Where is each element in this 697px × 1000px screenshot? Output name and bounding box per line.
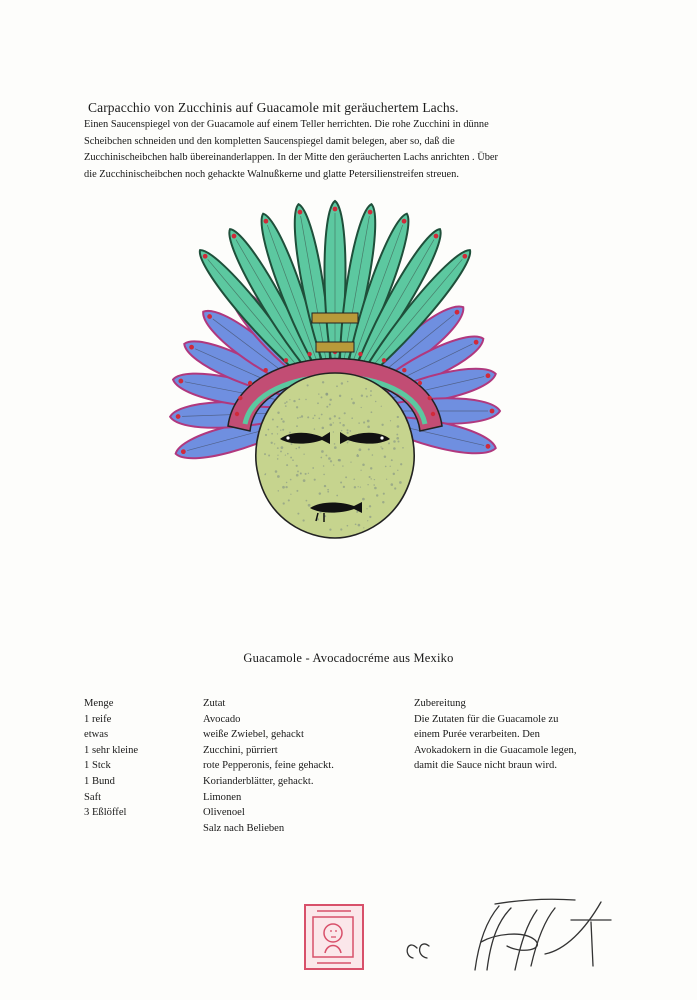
face-speckle-dot <box>285 486 287 488</box>
zubereitung-line: damit die Sauce nicht braun wird. <box>414 760 557 772</box>
menge-cell: 3 Eßlöffel <box>84 807 127 819</box>
face-speckle-dot <box>283 502 285 504</box>
face-speckle-dot <box>356 511 358 513</box>
zubereitung-line: einem Purée verarbeiten. Den <box>414 729 540 741</box>
face-speckle-dot <box>370 390 372 392</box>
face-speckle-dot <box>402 447 404 449</box>
band-dot <box>431 412 435 416</box>
face-speckle-dot <box>330 460 332 462</box>
zutat-column <box>203 696 403 836</box>
face-speckle-dot <box>363 421 365 423</box>
face-speckle-dot <box>320 457 322 459</box>
face-speckle-dot <box>312 417 314 419</box>
face-speckle-dot <box>265 473 266 474</box>
face-speckle-dot <box>321 450 324 453</box>
menge-cell: 1 Stck <box>84 760 111 772</box>
face-speckle-dot <box>324 485 326 487</box>
face-speckle-dot <box>370 467 372 469</box>
face-speckle-dot <box>336 495 338 497</box>
face-speckle-dot <box>358 422 359 423</box>
face-speckle-dot <box>285 454 286 455</box>
face-speckle-dot <box>393 473 395 475</box>
face-speckle-dot <box>358 486 359 487</box>
face-speckle-dot <box>340 481 342 483</box>
face-speckle-dot <box>338 417 340 419</box>
face-speckle-dot <box>354 486 356 488</box>
band-dot <box>418 381 422 385</box>
face-speckle-dot <box>391 483 394 486</box>
band-dot <box>382 358 386 362</box>
face-speckle-dot <box>367 520 368 521</box>
face-speckle-dot <box>327 491 329 493</box>
face-speckle-dot <box>312 467 314 469</box>
face-speckle-dot <box>290 457 292 459</box>
face-speckle-dot <box>268 429 270 431</box>
face-speckle-dot <box>296 474 299 477</box>
face-speckle-dot <box>305 473 307 475</box>
face-speckle-dot <box>391 459 393 461</box>
face-speckle-dot <box>285 405 287 407</box>
face-speckle-dot <box>314 479 316 481</box>
face-speckle-dot <box>275 470 278 473</box>
band-dot <box>307 352 311 356</box>
face-speckle-dot <box>297 417 299 419</box>
band-dot <box>284 358 288 362</box>
face-speckle-dot <box>396 437 399 440</box>
menge-column <box>84 696 194 821</box>
face-speckle-dot <box>370 478 371 479</box>
face-speckle-dot <box>323 465 325 467</box>
face-speckle-dot <box>296 406 298 408</box>
recipe-title: Carpacchio von Zucchinis auf Guacamole mit geräuchertem Lachs. <box>88 100 459 115</box>
face-speckle-dot <box>388 442 390 444</box>
zutat-cell: Limonen <box>203 791 242 803</box>
face-speckle-dot <box>360 470 361 471</box>
face-speckle-dot <box>374 487 377 490</box>
face-speckle-dot <box>274 443 275 444</box>
face-speckle-dot <box>300 473 301 474</box>
zutat-cell: weiße Zwiebel, gehackt <box>203 729 304 741</box>
face-speckle-dot <box>318 418 320 420</box>
face-speckle-dot <box>278 490 279 491</box>
face-speckle-dot <box>308 504 311 507</box>
face-speckle-dot <box>276 426 278 428</box>
face-speckle-dot <box>399 481 402 484</box>
band-dot <box>402 368 406 372</box>
face-speckle-dot <box>334 443 336 445</box>
zubereitung-column <box>414 696 634 774</box>
face-speckle-dot <box>264 453 266 455</box>
face-speckle-dot <box>286 401 288 403</box>
face-speckle-dot <box>390 420 391 421</box>
recipe-intro <box>84 117 624 183</box>
face-speckle-dot <box>347 381 349 383</box>
face-speckle-dot <box>371 411 373 413</box>
face-speckle-dot <box>306 500 308 502</box>
zutat-cell: Olivenoel <box>203 807 245 819</box>
face-speckle-dot <box>360 486 361 487</box>
face-speckle-dot <box>397 425 400 428</box>
face-speckle-dot <box>333 464 334 465</box>
face-speckle-dot <box>323 474 325 476</box>
face-speckle-dot <box>289 399 290 400</box>
intro-line: Scheibchen schneiden und den kompletten Saucenspiegel damit belegen, aber so, daß die <box>84 135 455 147</box>
face-speckle-dot <box>277 447 279 449</box>
face-speckle-dot <box>383 493 385 495</box>
face-speckle-dot <box>296 425 298 427</box>
face-speckle-dot <box>321 414 323 416</box>
face-speckle-dot <box>357 454 358 455</box>
face-speckle-dot <box>265 434 267 436</box>
menge-cell: 1 Bund <box>84 775 115 787</box>
zubereitung-line: Avokadokern in die Guacamole legen, <box>414 744 577 756</box>
face-speckle-dot <box>289 432 291 434</box>
face-speckle-dot <box>341 430 342 431</box>
face-speckle-dot <box>296 448 297 449</box>
face-speckle-dot <box>281 418 283 420</box>
face-speckle-dot <box>277 412 279 414</box>
face-speckle-dot <box>325 393 328 396</box>
face-speckle-dot <box>280 450 282 452</box>
face-speckle-dot <box>342 465 343 466</box>
face-speckle-dot <box>369 516 371 518</box>
face-speckle-dot <box>327 489 329 491</box>
face-speckle-dot <box>287 453 289 455</box>
face-speckle-dot <box>393 447 396 450</box>
face-speckle-dot <box>344 412 346 414</box>
zutat-header: Zutat <box>203 698 226 709</box>
face-speckle-dot <box>329 423 332 426</box>
face-speckle-dot <box>353 478 355 480</box>
face-speckle-dot <box>298 398 300 400</box>
intro-line: Zucchinischeibchen halb übereinanderlappen. In der Mitte den geräucherten Lachs anrichten . Über <box>84 152 498 163</box>
face-speckle-dot <box>369 476 371 478</box>
face-speckle-dot <box>382 501 384 503</box>
signature-icon <box>395 890 630 980</box>
face-speckle-dot <box>282 420 284 422</box>
stamp-icon <box>303 903 365 971</box>
face-speckle-dot <box>351 398 353 400</box>
zubereitung-header: Zubereitung <box>414 698 466 709</box>
face-speckle-dot <box>305 399 306 400</box>
face-speckle-dot <box>339 395 341 397</box>
zutat-cell: Salz nach Belieben <box>203 822 285 834</box>
face-speckle-dot <box>308 473 309 474</box>
face-speckle-dot <box>370 395 372 397</box>
face-speckle-dot <box>281 446 284 449</box>
face-speckle-dot <box>288 499 290 501</box>
face-speckle-dot <box>328 457 331 460</box>
face-speckle-dot <box>351 417 353 419</box>
face-speckle-dot <box>293 400 295 402</box>
face-speckle-dot <box>286 464 288 466</box>
face-speckle-dot <box>303 479 306 482</box>
menge-cell: Saft <box>84 791 102 803</box>
face-speckle-dot <box>277 433 278 434</box>
face-speckle-dot <box>325 454 327 456</box>
gold-ring <box>316 342 354 352</box>
face-speckle-dot <box>268 455 270 457</box>
face-speckle-dot <box>343 486 345 488</box>
face-speckle-dot <box>307 416 309 418</box>
face-speckle-dot <box>282 486 285 489</box>
intro-line: Einen Saucenspiegel von der Guacamole auf einem Teller herrichten. Die rohe Zucchini in dünne <box>84 119 489 130</box>
face-speckle-dot <box>317 402 319 404</box>
face-speckle-dot <box>366 396 368 398</box>
face-speckle-dot <box>373 484 375 486</box>
face-speckle-dot <box>333 422 334 423</box>
face-speckle-dot <box>350 461 351 462</box>
face-speckle-dot <box>333 431 334 432</box>
face-speckle-dot <box>365 388 367 390</box>
face-speckle-dot <box>338 459 341 462</box>
face-speckle-dot <box>290 494 291 495</box>
band-dot <box>235 412 239 416</box>
face-speckle-dot <box>334 415 336 417</box>
face-speckle-dot <box>397 470 398 471</box>
face-speckle-dot <box>390 466 391 467</box>
gold-ring <box>312 313 358 323</box>
face-speckle-dot <box>367 484 368 485</box>
guacamole-title: Guacamole - Avocadocréme aus Mexiko <box>243 651 454 665</box>
face-speckle-dot <box>272 419 274 421</box>
band-dot <box>428 396 432 400</box>
band-dot <box>248 381 252 385</box>
menge-cell: 1 reife <box>84 713 112 725</box>
face-speckle-dot <box>345 476 347 478</box>
face-speckle-dot <box>376 494 378 496</box>
face-shape <box>256 373 414 538</box>
face-speckle-dot <box>303 454 304 455</box>
face-speckle-dot <box>322 381 324 383</box>
face-speckle-dot <box>271 433 273 435</box>
band-dot <box>238 396 242 400</box>
face-speckle-dot <box>277 455 278 456</box>
face-speckle-dot <box>297 470 299 472</box>
face-speckle-dot <box>369 505 371 507</box>
band-dot <box>264 368 268 372</box>
face-speckle-dot <box>381 448 383 450</box>
face-speckle-dot <box>398 441 400 443</box>
face-speckle-dot <box>298 446 300 448</box>
face-speckle-dot <box>358 524 361 527</box>
face-speckle-dot <box>318 393 319 394</box>
face-speckle-dot <box>339 422 341 424</box>
intro-line: die Zucchinischeibchen noch gehackte Walnußkerne und glatte Petersilienstreifen streuen. <box>84 168 459 180</box>
menge-cell: etwas <box>84 729 109 741</box>
face-speckle-dot <box>329 404 331 406</box>
menge-header: Menge <box>84 698 114 709</box>
face-speckle-dot <box>374 479 375 480</box>
zubereitung-line: Die Zutaten für die Guacamole zu <box>414 713 559 725</box>
face-speckle-dot <box>359 448 362 451</box>
face-speckle-dot <box>366 508 367 509</box>
face-speckle-dot <box>340 528 342 530</box>
face-speckle-dot <box>346 429 348 431</box>
zutat-cell: Zucchini, pürriert <box>203 744 278 756</box>
face-speckle-dot <box>362 464 365 467</box>
face-speckle-dot <box>394 487 396 489</box>
face-speckle-dot <box>292 459 294 461</box>
band-dot <box>358 352 362 356</box>
face-speckle-dot <box>322 427 325 430</box>
face-speckle-dot <box>301 415 303 417</box>
face-speckle-dot <box>302 519 304 521</box>
face-speckle-dot <box>321 396 323 398</box>
face-speckle-dot <box>280 430 281 431</box>
face-speckle-dot <box>299 417 300 418</box>
face-speckle-dot <box>352 402 355 405</box>
face-speckle-dot <box>271 442 273 444</box>
face-speckle-dot <box>282 429 284 431</box>
menge-cell: 1 sehr kleine <box>84 744 139 756</box>
face-speckle-dot <box>381 424 383 426</box>
face-speckle-dot <box>286 482 287 483</box>
face-speckle-dot <box>329 528 331 530</box>
face-speckle-dot <box>363 527 364 528</box>
face-speckle-dot <box>290 479 292 481</box>
face-speckle-dot <box>314 415 316 417</box>
face-speckle-dot <box>297 513 299 515</box>
face-speckle-dot <box>329 417 331 419</box>
face-speckle-dot <box>347 525 349 527</box>
face-speckle-dot <box>361 395 363 397</box>
face-speckle-dot <box>361 407 362 408</box>
face-speckle-dot <box>336 385 338 387</box>
zutat-cell: Avocado <box>203 713 241 725</box>
face-speckle-dot <box>314 428 315 429</box>
face-speckle-dot <box>342 424 345 427</box>
face-speckle-dot <box>349 430 351 432</box>
face-speckle-dot <box>362 498 365 501</box>
face-speckle-dot <box>393 440 396 443</box>
face-speckle-dot <box>381 406 382 407</box>
face-speckle-dot <box>347 442 349 444</box>
face-speckle-dot <box>380 446 381 447</box>
face-speckle-dot <box>355 523 357 525</box>
zutat-cell: rote Pepperonis, feine gehackt. <box>203 760 334 772</box>
face-speckle-dot <box>396 434 398 436</box>
face-speckle-dot <box>284 402 286 404</box>
face-speckle-dot <box>326 406 328 408</box>
zutat-cell: Korianderblätter, gehackt. <box>203 775 314 787</box>
face-speckle-dot <box>341 382 343 384</box>
face-speckle-dot <box>400 463 402 465</box>
face-speckle-dot <box>296 490 298 492</box>
face-speckle-dot <box>296 465 298 467</box>
face-speckle-dot <box>386 479 387 480</box>
face-speckle-dot <box>334 446 337 449</box>
face-speckle-dot <box>385 466 387 468</box>
face-speckle-dot <box>319 492 321 494</box>
face-speckle-dot <box>277 475 280 478</box>
headdress-illustration <box>150 186 520 546</box>
face-speckle-dot <box>375 401 376 402</box>
face-speckle-dot <box>397 416 399 418</box>
face-speckle-dot <box>372 454 374 456</box>
face-speckle-dot <box>367 420 370 423</box>
face-speckle-dot <box>290 443 292 445</box>
face-speckle-dot <box>277 458 279 460</box>
face-speckle-dot <box>384 456 386 458</box>
face-speckle-dot <box>347 432 349 434</box>
face-speckle-dot <box>368 448 370 450</box>
face-speckle-dot <box>329 399 331 401</box>
face-speckle-dot <box>307 384 309 386</box>
face-speckle-dot <box>367 425 370 428</box>
